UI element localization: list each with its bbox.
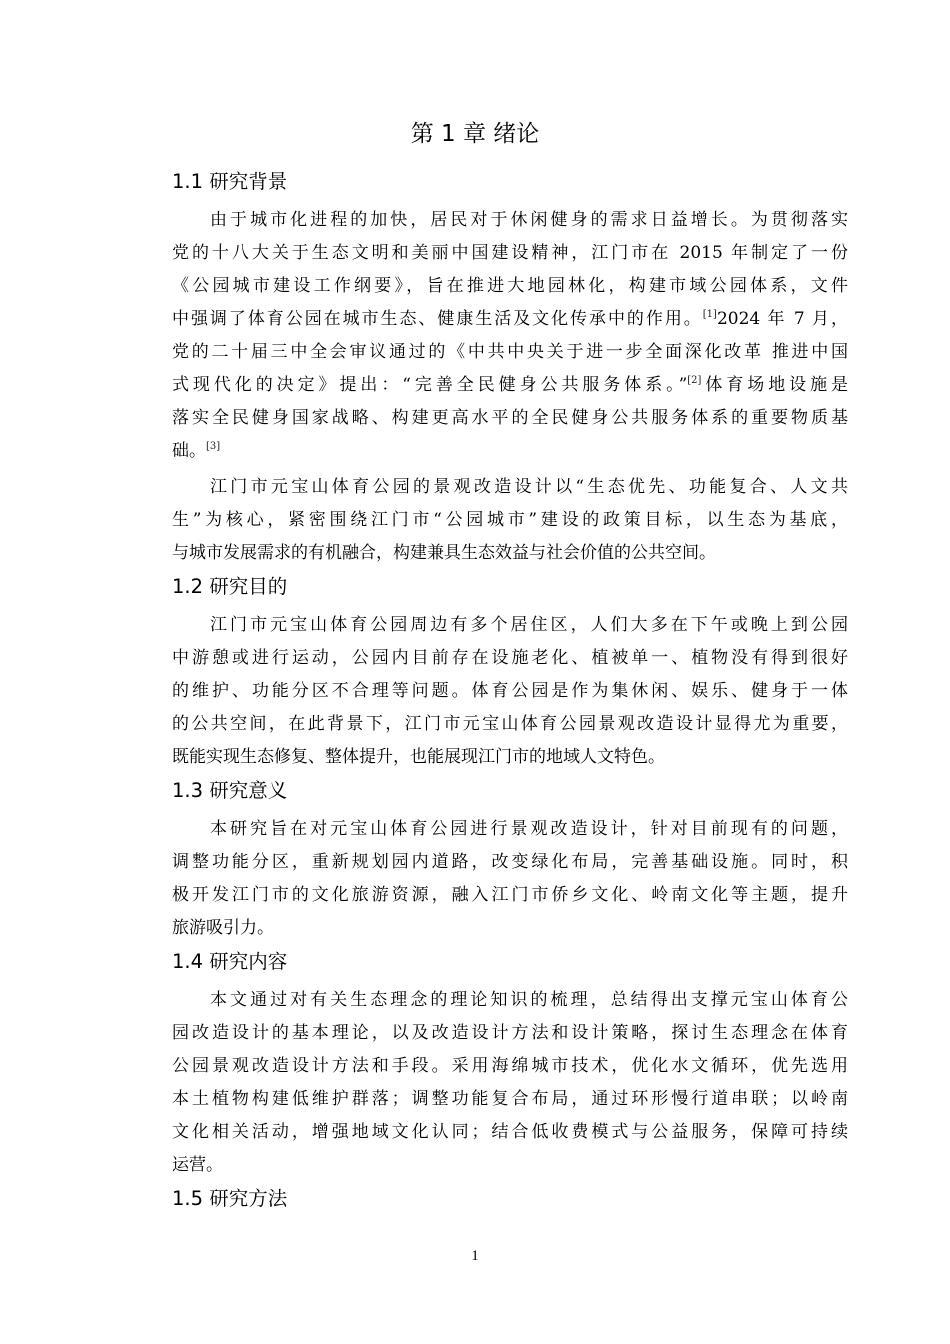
paragraph-line: 的公共空间，在此背景下，江门市元宝山体育公园景观改造设计显得尤为重要，	[172, 714, 848, 734]
paragraph-line: 《公园城市建设工作纲要》，旨在推进大地园林化，构建市域公园体系，文件	[172, 276, 848, 296]
paragraph-line: 生”为核心，紧密围绕江门市“公园城市”建设的政策目标，以生态为基底，	[172, 510, 848, 530]
section-heading-1-2: 1.2 研究目的	[172, 575, 288, 598]
paragraph-line: 由于城市化进程的加快，居民对于休闲健身的需求日益增长。为贯彻落实	[210, 210, 848, 230]
paragraph-line-with-citation	[172, 439, 848, 463]
paragraph-line: 本研究旨在对元宝山体育公园进行景观改造设计，针对目前现有的问题，	[210, 819, 848, 839]
paragraph-line: 江门市元宝山体育公园周边有多个居住区，人们大多在下午或晚上到公园	[210, 615, 848, 635]
text-segment: 2024 年 7 月，	[716, 309, 849, 329]
page-number: 1	[471, 1248, 479, 1264]
paragraph-line: 党的二十届三中全会审议通过的《中共中央关于进一步全面深化改革 推进中国	[172, 342, 848, 362]
text-segment: 式现代化的决定》提出：“完善全民健身公共服务体系。”	[172, 375, 688, 395]
paragraph-line: 落实全民健身国家战略、构建更高水平的全民健身公共服务体系的重要物质基	[172, 408, 848, 428]
paragraph-line: 调整功能分区，重新规划园内道路，改变绿化布局，完善基础设施。同时，积	[172, 852, 848, 872]
paragraph-line: 江门市元宝山体育公园的景观改造设计以“生态优先、功能复合、人文共	[210, 477, 848, 497]
section-heading-1-5: 1.5 研究方法	[172, 1187, 288, 1210]
citation-2[interactable]: [2]	[687, 375, 702, 386]
paragraph-line-with-citation	[172, 373, 848, 397]
section-heading-1-1: 1.1 研究背景	[172, 170, 288, 193]
paragraph-line: 公园景观改造设计方法和手段。采用海绵城市技术，优化水文循环，优先选用	[172, 1056, 848, 1076]
paragraph-line: 运营。	[172, 1155, 223, 1175]
text-segment: 中强调了体育公园在城市生态、健康生活及文化传承中的作用。	[172, 309, 703, 329]
paragraph-line: 极开发江门市的文化旅游资源，融入江门市侨乡文化、岭南文化等主题，提升	[172, 885, 848, 905]
paragraph-line-with-citation	[172, 307, 848, 331]
citation-3[interactable]: [3]	[206, 441, 221, 452]
paragraph-line: 文化相关活动，增强地域文化认同；结合低收费模式与公益服务，保障可持续	[172, 1122, 848, 1142]
paragraph-line: 本文通过对有关生态理念的理论知识的梳理，总结得出支撑元宝山体育公	[210, 990, 848, 1010]
paragraph-line: 旅游吸引力。	[172, 918, 274, 938]
text-segment: 础。	[172, 441, 206, 461]
paragraph-line: 的维护、功能分区不合理等问题。体育公园是作为集休闲、娱乐、健身于一体	[172, 681, 848, 701]
section-heading-1-3: 1.3 研究意义	[172, 779, 288, 802]
paragraph-line: 中游憩或进行运动，公园内目前存在设施老化、植被单一、植物没有得到很好	[172, 648, 848, 668]
paragraph-line: 与城市发展需求的有机融合，构建兼具生态效益与社会价值的公共空间。	[172, 543, 716, 563]
text-segment: 体育场地设施是	[701, 375, 849, 395]
paragraph-line: 本土植物构建低维护群落；调整功能复合布局，通过环形慢行道串联；以岭南	[172, 1089, 848, 1109]
paragraph-line: 党的十八大关于生态文明和美丽中国建设精神，江门市在 2015 年制定了一份	[172, 243, 848, 263]
citation-1[interactable]: [1]	[702, 309, 717, 320]
section-heading-1-4: 1.4 研究内容	[172, 950, 288, 973]
chapter-title: 第 1 章 绪论	[410, 121, 540, 147]
paragraph-line: 既能实现生态修复、整体提升，也能展现江门市的地域人文特色。	[172, 747, 665, 767]
paragraph-line: 园改造设计的基本理论，以及改造设计方法和设计策略，探讨生态理念在体育	[172, 1023, 848, 1043]
